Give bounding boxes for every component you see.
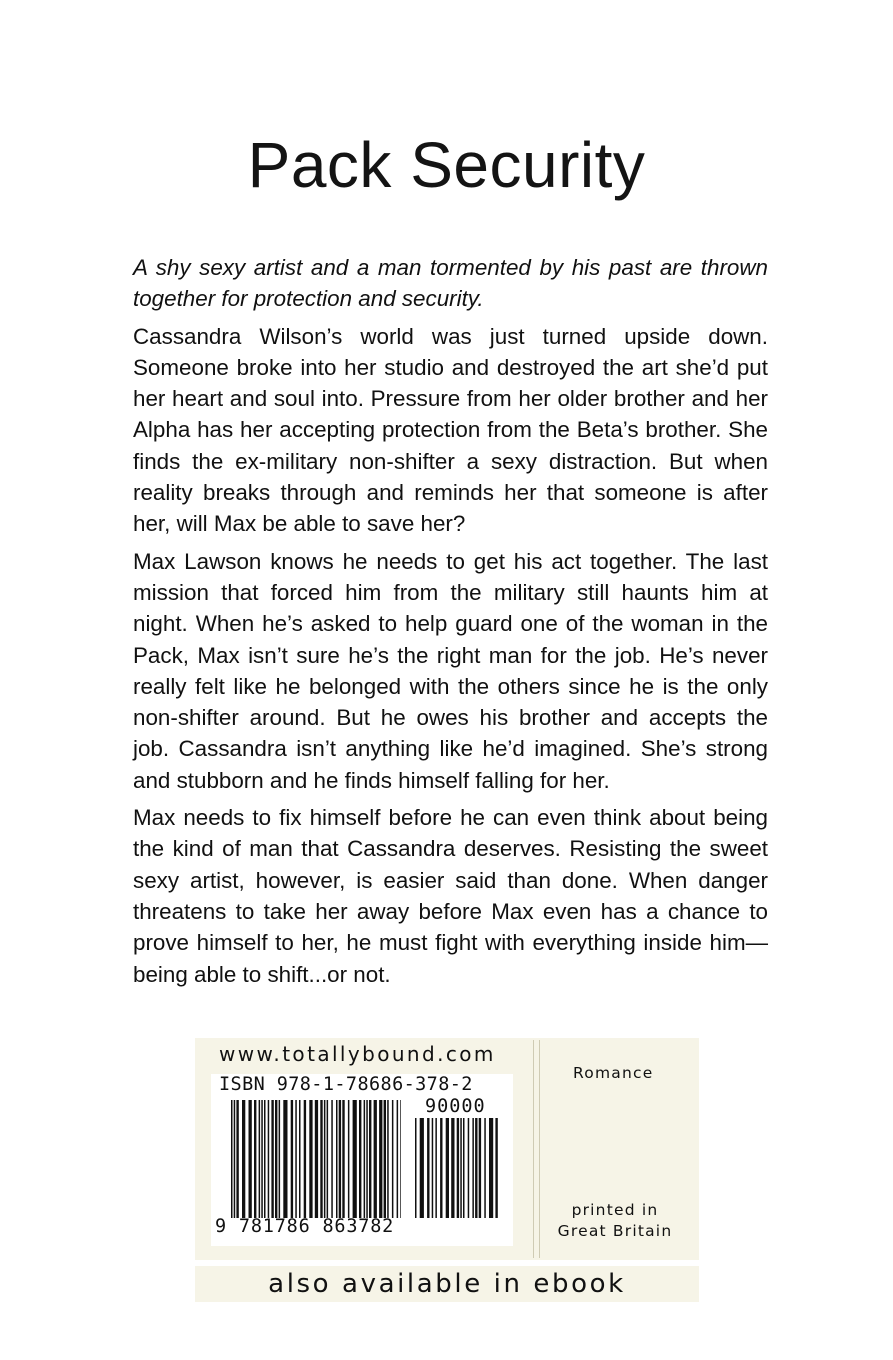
- barcode-bar: [460, 1118, 462, 1218]
- barcode-bar: [379, 1100, 382, 1218]
- barcode-bar: [374, 1100, 377, 1218]
- barcode-bar: [259, 1100, 261, 1218]
- barcode-bar: [463, 1118, 465, 1218]
- isbn-label: ISBN 978-1-78686-378-2: [219, 1074, 473, 1095]
- barcode-bar: [348, 1100, 350, 1218]
- barcode-bar: [309, 1100, 312, 1218]
- barcode-bar: [261, 1100, 263, 1218]
- barcode-bar: [271, 1100, 273, 1218]
- barcode-bar: [353, 1100, 357, 1218]
- barcode-bar: [432, 1118, 434, 1218]
- blurb-paragraph: Cassandra Wilson’s world was just turned upside down. Someone broke into her studio and destroyed the art she’d put her heart and soul into. Pressure from her older brother and her Alpha has her accepting protection from the Beta’s brother. She finds the ex-military non-shifter a sexy distraction. But when reality breaks through and reminds her that someone is after her, will Max be able to save her?: [133, 323, 768, 537]
- barcode-bar: [336, 1100, 338, 1218]
- barcode-bar: [236, 1100, 238, 1218]
- barcode-bar: [254, 1100, 256, 1218]
- barcode-bar: [420, 1118, 424, 1218]
- barcode-bar: [400, 1100, 401, 1218]
- blurb-paragraph: Max Lawson knows he needs to get his act together. The last mission that forced him from the military still haunts him at night. When he’s asked to help guard one of the woman in the Pack, Max isn’t sure he’s the right man for the job. He’s never really felt like he belonged with the others since he is the only non-shifter around. But he owes his brother and accepts the job. Cassandra isn’t anything like he’d imagined. She’s strong and stubborn and he finds himself falling for her.: [133, 548, 768, 793]
- blurb-paragraph: Max needs to fix himself before he can even think about being the kind of man that Cassandra deserves. Resisting the sweet sexy artist, however, is easier said than done. When danger threatens to take her away before Max even has a chance to prove himself to her, he must fight with everything inside him—being able to shift...or not.: [133, 805, 768, 987]
- ebook-strip: [195, 1266, 699, 1302]
- barcode-bar: [472, 1118, 474, 1218]
- barcode-bar: [234, 1100, 236, 1218]
- barcode-bar: [457, 1118, 459, 1218]
- publisher-website: www.totallybound.com: [219, 1042, 496, 1066]
- barcode-bar: [495, 1118, 497, 1218]
- barcode-bar: [327, 1100, 329, 1218]
- tagline: A shy sexy artist and a man tormented by his past are thrown together for protection and security.: [133, 255, 768, 312]
- ebook-note: also available in ebook: [268, 1269, 626, 1299]
- barcode-bar: [446, 1118, 449, 1218]
- barcode-bar: [291, 1100, 293, 1218]
- barcode-bar: [397, 1100, 399, 1218]
- barcode-bar: [484, 1118, 486, 1218]
- price-addon-code: 90000: [425, 1096, 486, 1117]
- barcode-bar: [440, 1118, 442, 1218]
- barcode-bar: [299, 1100, 301, 1218]
- barcode-bar: [366, 1100, 368, 1218]
- printed-in-line1: printed in: [571, 1201, 659, 1219]
- barcode-bar: [359, 1100, 361, 1218]
- book-title: Pack Security: [247, 129, 646, 201]
- barcode-bar: [320, 1100, 322, 1218]
- barcode-bar: [468, 1118, 470, 1218]
- barcode-bar: [339, 1100, 341, 1218]
- panel-divider: [533, 1040, 540, 1258]
- barcode-bar: [331, 1100, 333, 1218]
- barcode-bar: [451, 1118, 454, 1218]
- barcode-bar: [392, 1100, 394, 1218]
- barcode-bar: [315, 1100, 318, 1218]
- barcode-bar: [384, 1100, 386, 1218]
- barcode-bar: [489, 1118, 493, 1218]
- barcode-bar: [231, 1100, 233, 1218]
- printed-in-label: [555, 1200, 675, 1242]
- barcode-bar: [479, 1118, 481, 1218]
- genre-label: Romance: [573, 1064, 654, 1082]
- back-cover-blurb: [133, 252, 768, 996]
- barcode-bar: [324, 1100, 326, 1218]
- barcode-bar: [249, 1100, 252, 1218]
- barcode-digits: 9 781786 863782: [215, 1216, 395, 1237]
- barcode-bar: [283, 1100, 287, 1218]
- barcode-bar: [435, 1118, 437, 1218]
- barcode-bar: [275, 1100, 277, 1218]
- barcode-bar: [342, 1100, 344, 1218]
- barcode-bar: [369, 1100, 371, 1218]
- barcode-bar: [427, 1118, 429, 1218]
- isbn-barcode-box: [211, 1074, 513, 1246]
- barcode-bar: [415, 1118, 417, 1218]
- barcode-bar: [304, 1100, 306, 1218]
- barcode-bar: [387, 1100, 389, 1218]
- barcode-bar: [475, 1118, 477, 1218]
- barcode-panel: [195, 1038, 699, 1260]
- barcode-bar: [242, 1100, 245, 1218]
- barcode-bar: [295, 1100, 297, 1218]
- barcode-bar: [364, 1100, 366, 1218]
- barcode-bar: [264, 1100, 266, 1218]
- barcode-bar: [279, 1100, 281, 1218]
- printed-in-line2: Great Britain: [557, 1222, 673, 1240]
- barcode-bar: [268, 1100, 270, 1218]
